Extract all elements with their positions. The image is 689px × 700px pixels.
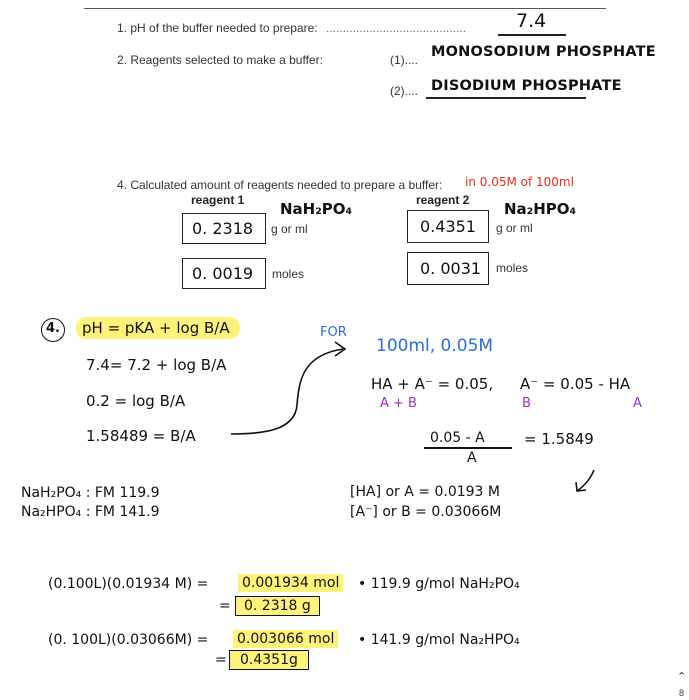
q2-item2-value: DISODIUM PHOSPHATE xyxy=(431,78,622,94)
for-label: FOR xyxy=(320,325,347,340)
fm-line2: Na₂HPO₄ : FM 141.9 xyxy=(21,504,160,520)
reagent1-mass-box xyxy=(182,213,266,244)
calc1-answer: 0. 2318 g xyxy=(235,596,320,616)
a-result: [A⁻] or B = 0.03066M xyxy=(350,504,502,520)
sum-subscript: A + B xyxy=(380,396,417,411)
work-line1: 7.4= 7.2 + log B/A xyxy=(86,356,227,374)
reagent1-mass-unit: g or ml xyxy=(271,222,308,236)
reagent1-mass-value: 0. 2318 xyxy=(192,219,254,238)
q2-item2-marker: (2).... xyxy=(390,84,419,98)
reagent1-header: reagent 1 xyxy=(191,193,245,207)
reagent2-moles-box xyxy=(407,252,489,285)
page-number: 8 xyxy=(679,688,685,698)
connector-arrow xyxy=(225,335,355,440)
sum-equation: HA + A⁻ = 0.05, xyxy=(371,375,494,393)
q1-answer: 7.4 xyxy=(516,10,547,32)
reagent1-moles-value: 0. 0019 xyxy=(192,264,254,283)
calc1-left: (0.100L)(0.01934 M) = xyxy=(48,576,209,592)
sub-b-label: B xyxy=(522,396,531,411)
reagent2-moles-unit: moles xyxy=(496,261,529,275)
scroll-up-icon[interactable]: ⌃ xyxy=(677,671,687,683)
fraction-denominator: A xyxy=(467,450,477,466)
q1-label: 1. pH of the buffer needed to prepare: xyxy=(117,21,318,35)
reagent2-header: reagent 2 xyxy=(416,193,470,207)
q4-label: 4. Calculated amount of reagents needed to prepare a buffer: xyxy=(117,178,443,192)
q1-dots: .......................................... xyxy=(326,21,467,35)
fraction-result: = 1.5849 xyxy=(524,430,594,448)
sub-a-label: A xyxy=(633,396,642,411)
work-line2: 0.2 = log B/A xyxy=(86,392,186,410)
reagent1-moles-unit: moles xyxy=(272,267,305,281)
reagent2-mass-box xyxy=(407,210,489,243)
reagent2-mass-value: 0.4351 xyxy=(420,217,476,236)
calc1-eq: = xyxy=(219,598,231,614)
q2-item1-value: MONOSODIUM PHOSPHATE xyxy=(431,44,656,60)
q1-answer-underline xyxy=(498,34,566,36)
reagent2-formula: Na₂HPO₄ xyxy=(504,200,577,218)
reagent1-formula: NaH₂PO₄ xyxy=(280,200,353,218)
calc2-left: (0. 100L)(0.03066M) = xyxy=(48,632,209,648)
reagent2-mass-unit: g or ml xyxy=(496,221,533,235)
calc2-mol: 0.003066 mol xyxy=(233,630,338,648)
calc2-answer: 0.4351g xyxy=(229,650,309,670)
top-rule xyxy=(84,8,606,9)
conditions: 100ml, 0.05M xyxy=(376,336,494,356)
equation-highlighted: pH = pKA + log B/A xyxy=(76,317,240,339)
step-marker: 4. xyxy=(46,321,60,336)
reagent1-moles-box xyxy=(182,258,266,289)
calc1-mol: 0.001934 mol xyxy=(238,574,343,592)
calc2-right: • 141.9 g/mol Na₂HPO₄ xyxy=(358,632,520,648)
q2-label: 2. Reagents selected to make a buffer: xyxy=(117,53,323,67)
calc1-right: • 119.9 g/mol NaH₂PO₄ xyxy=(358,576,520,592)
fm-line1: NaH₂PO₄ : FM 119.9 xyxy=(21,485,160,501)
reagent2-moles-value: 0. 0031 xyxy=(420,259,482,278)
fraction-numerator: 0.05 - A xyxy=(430,430,485,446)
fraction-bar xyxy=(424,447,512,449)
result-arrow xyxy=(572,466,600,496)
work-line3: 1.58489 = B/A xyxy=(86,427,196,445)
q4-note: in 0.05M of 100ml xyxy=(465,175,574,189)
q2-item2-underline xyxy=(426,97,586,99)
q2-item1-marker: (1).... xyxy=(390,53,419,67)
sub-equation: A⁻ = 0.05 - HA xyxy=(520,375,631,393)
calc2-eq: = xyxy=(215,652,227,668)
ha-result: [HA] or A = 0.0193 M xyxy=(350,484,500,500)
